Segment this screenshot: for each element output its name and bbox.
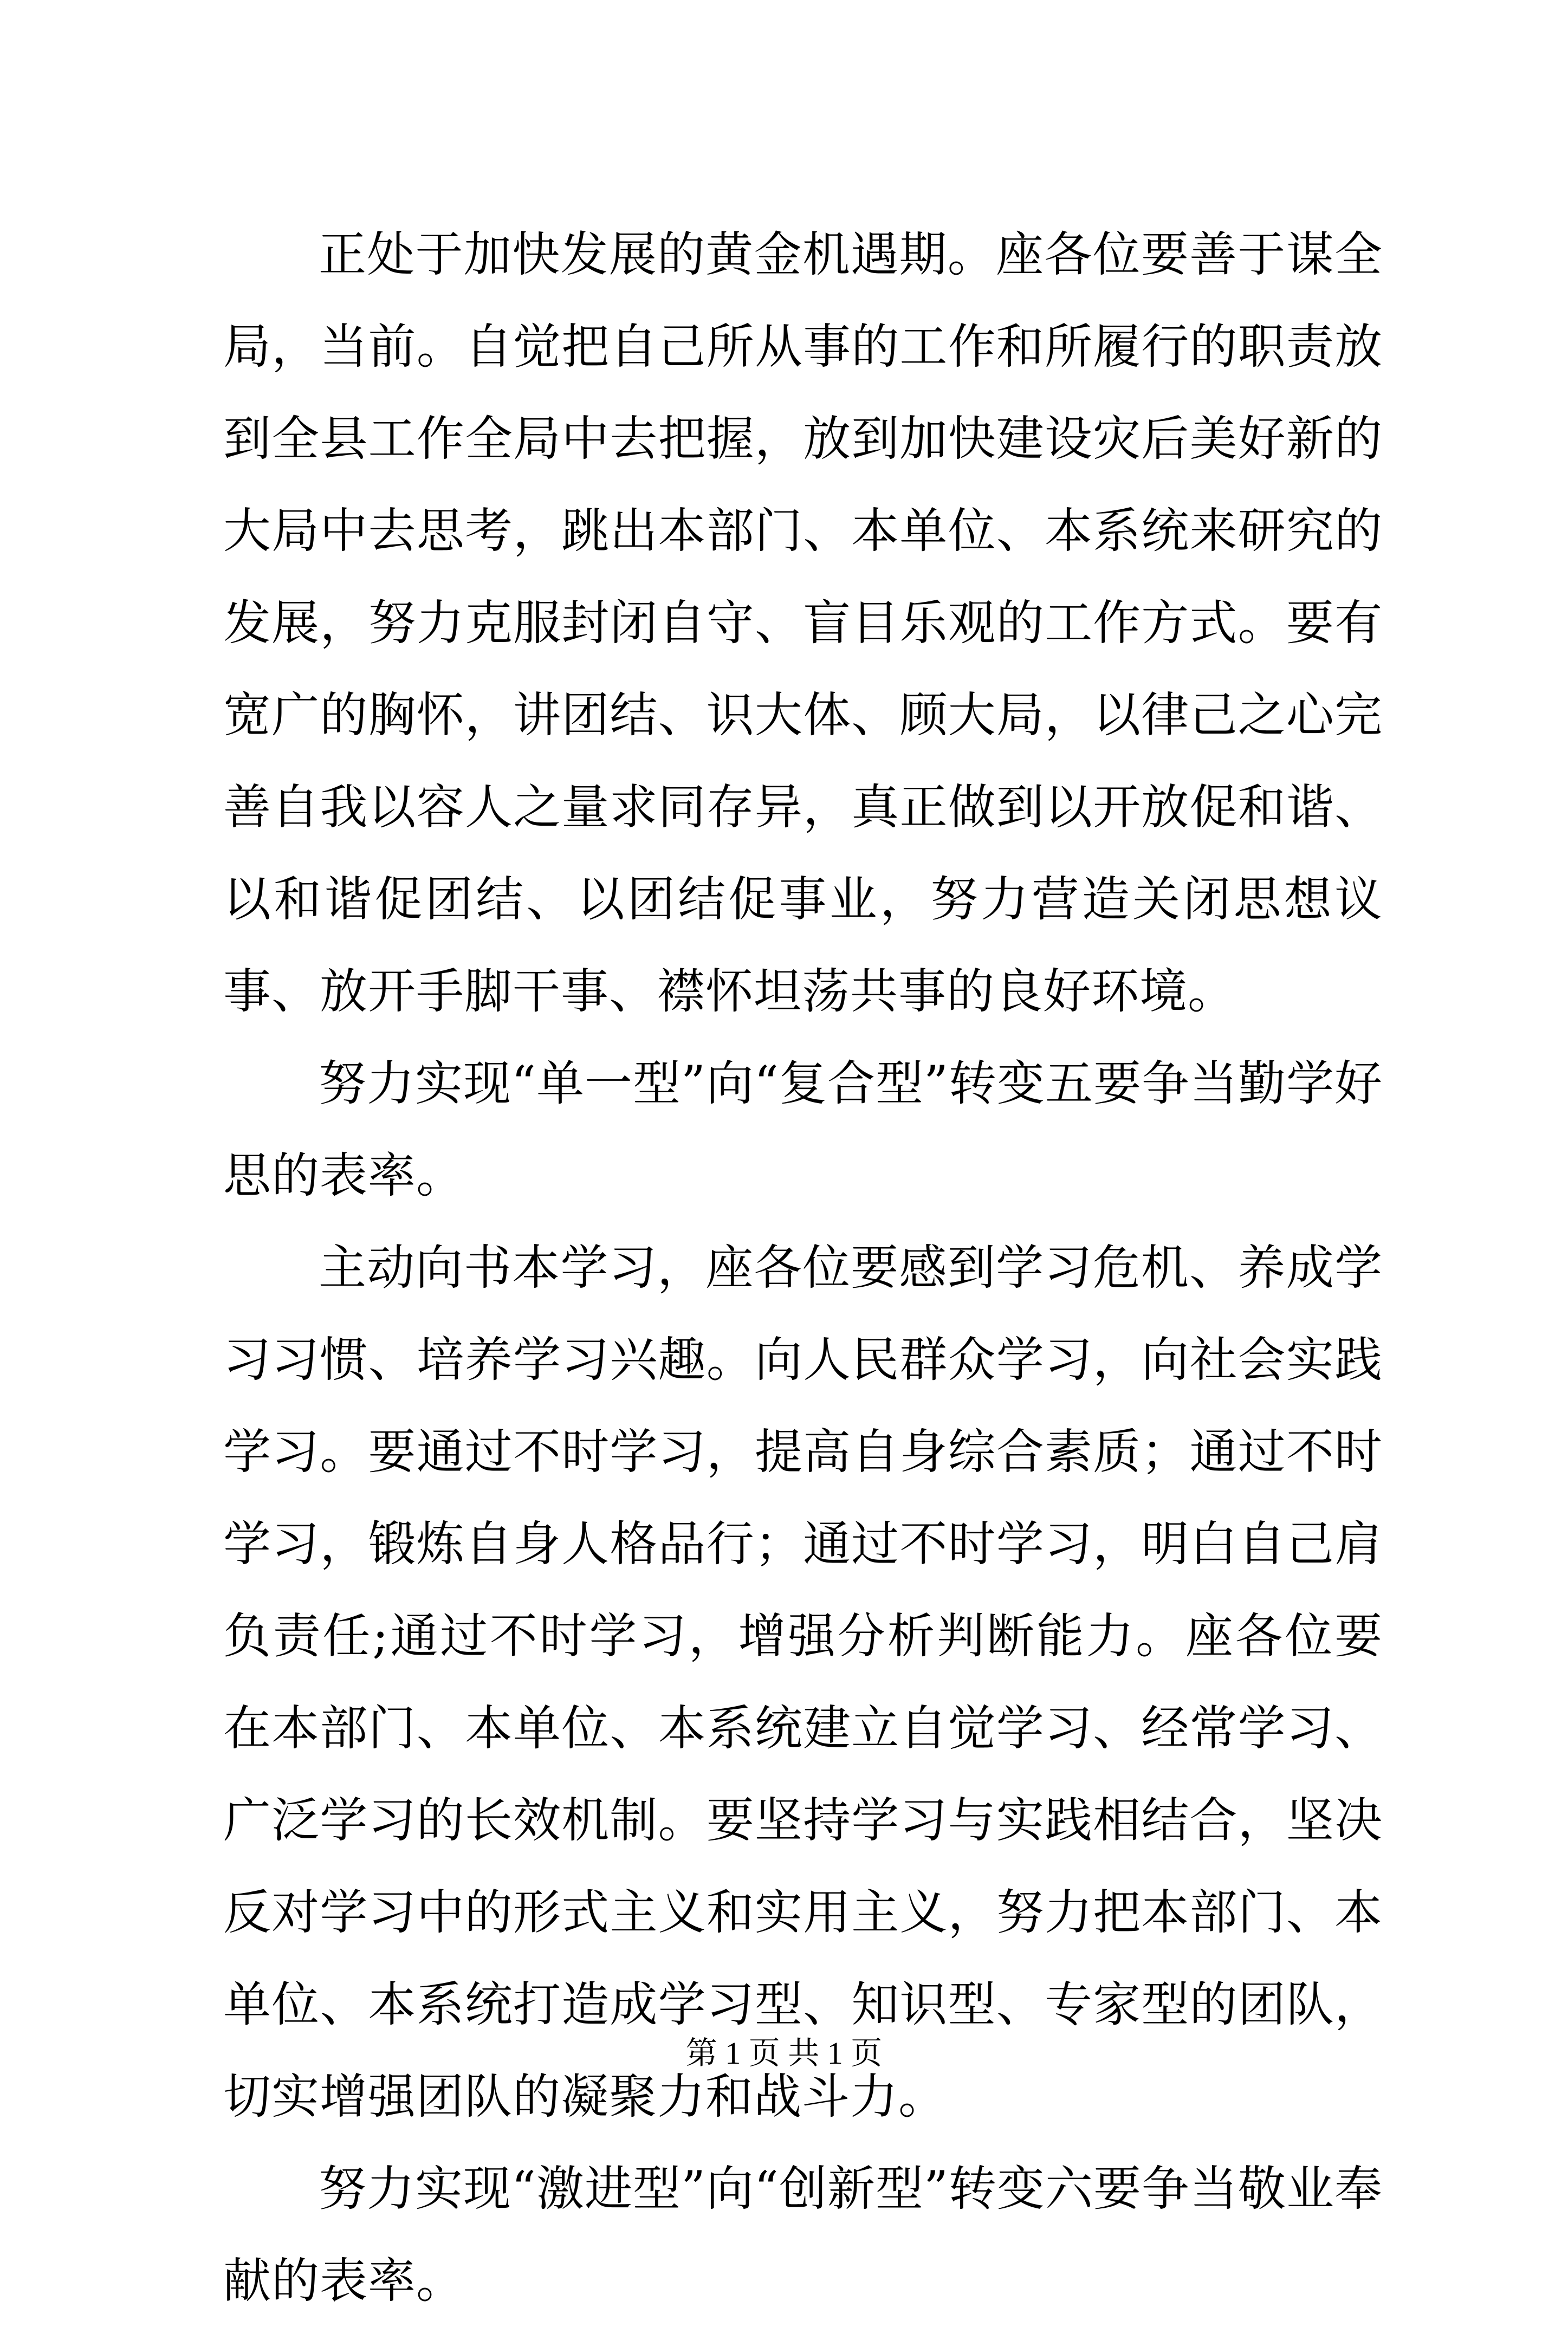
paragraph: 努力实现“单一型”向“复合型”转变五要争当勤学好思的表率。 [223, 1055, 1383, 1203]
paragraph: 正处于加快发展的黄金机遇期。座各位要善于谋全局，当前。自觉把自己所从事的工作和所履行的职责放到全县工作全局中去把握，放到加快建设灾后美好新的大局中去思考，跳出本部门、本单位、本系统来研究的发展，努力克服封闭自守、盲目乐观的工作方式。要有宽广的胸怀，讲团结、识大体、顾大局，以律己之心完善自我以容人之量求同存异，真正做到以开放促和谐、以和谐促团结、以团结促事业，努力营造关闭思想议事、放开手脚干事、襟怀坦荡共事的良好环境。 [223, 226, 1383, 1019]
page-number-footer: 第 1 页 共 1 页 [685, 2036, 883, 2071]
paragraph: 主动向书本学习，座各位要感到学习危机、养成学习习惯、培养学习兴趣。向人民群众学习，向社会实践学习。要通过不时学习，提高自身综合素质；通过不时学习，锻炼自身人格品行；通过不时学习，明白自己肩负责任;通过不时学习，增强分析判断能力。座各位要在本部门、本单位、本系统建立自觉学习、经常学习、广泛学习的长效机制。要坚持学习与实践相结合，坚决反对学习中的形式主义和实用主义，努力把本部门、本单位、本系统打造成学习型、知识型、专家型的团队，切实增强团队的凝聚力和战斗力。 [223, 1240, 1383, 2124]
paragraph: 努力实现“激进型”向“创新型”转变六要争当敬业奉献的表率。 [223, 2161, 1383, 2309]
document-body [223, 209, 1383, 2327]
